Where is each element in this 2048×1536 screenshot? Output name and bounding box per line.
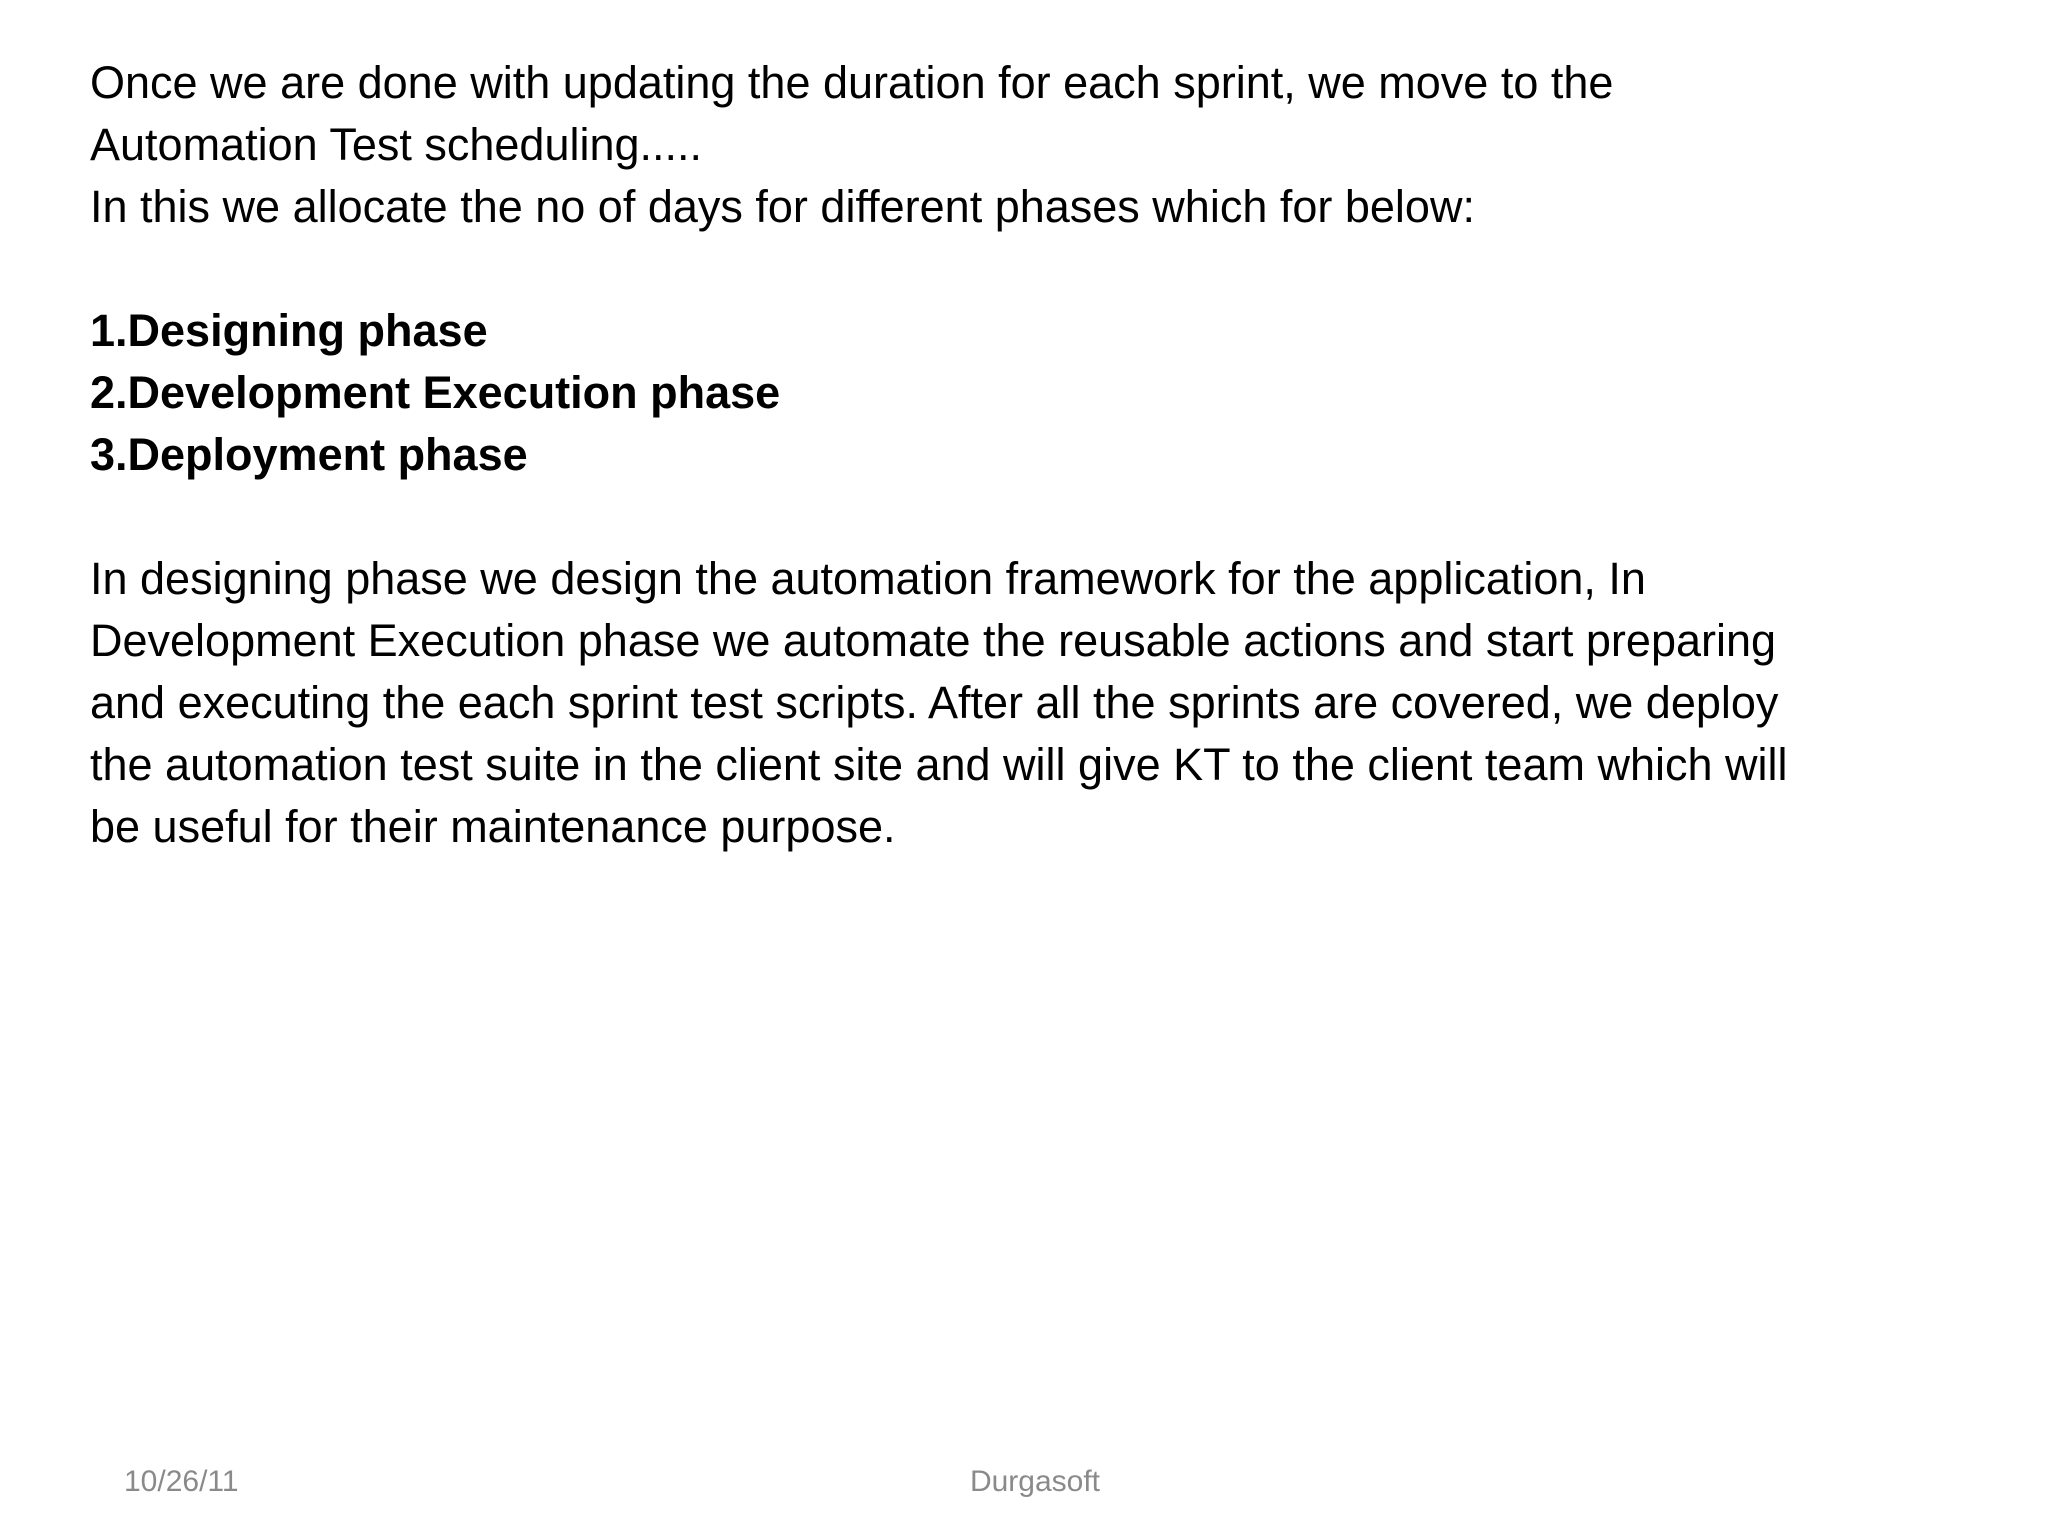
- intro-line-1: Once we are done with updating the duration for each sprint, we move to the: [90, 57, 1614, 108]
- phase-item-designing: 1.Designing phase: [90, 305, 488, 356]
- spacer: [90, 486, 1970, 548]
- intro-line-2: Automation Test scheduling.....: [90, 119, 703, 170]
- paragraph-line-2: Development Execution phase we automate the reusable actions and start preparing: [90, 615, 1777, 666]
- paragraph-line-4: the automation test suite in the client site and will give KT to the client team which will: [90, 739, 1788, 790]
- paragraph-line-3: and executing the each sprint test scripts. After all the sprints are covered, we deploy: [90, 677, 1779, 728]
- footer-company: Durgasoft: [969, 1465, 1101, 1498]
- paragraph-line-1: In designing phase we design the automation framework for the application, In: [90, 553, 1646, 604]
- phase-list: [90, 300, 1970, 486]
- phase-item-development-execution: 2.Development Execution phase: [90, 367, 781, 418]
- phase-item-deployment: 3.Deployment phase: [90, 429, 528, 480]
- intro-line-3: In this we allocate the no of days for different phases which for below:: [90, 181, 1475, 232]
- paragraph-line-5: be useful for their maintenance purpose.: [90, 801, 896, 852]
- slide-body: [90, 52, 1970, 858]
- spacer: [90, 238, 1970, 300]
- footer-date: 10/26/11: [124, 1465, 239, 1498]
